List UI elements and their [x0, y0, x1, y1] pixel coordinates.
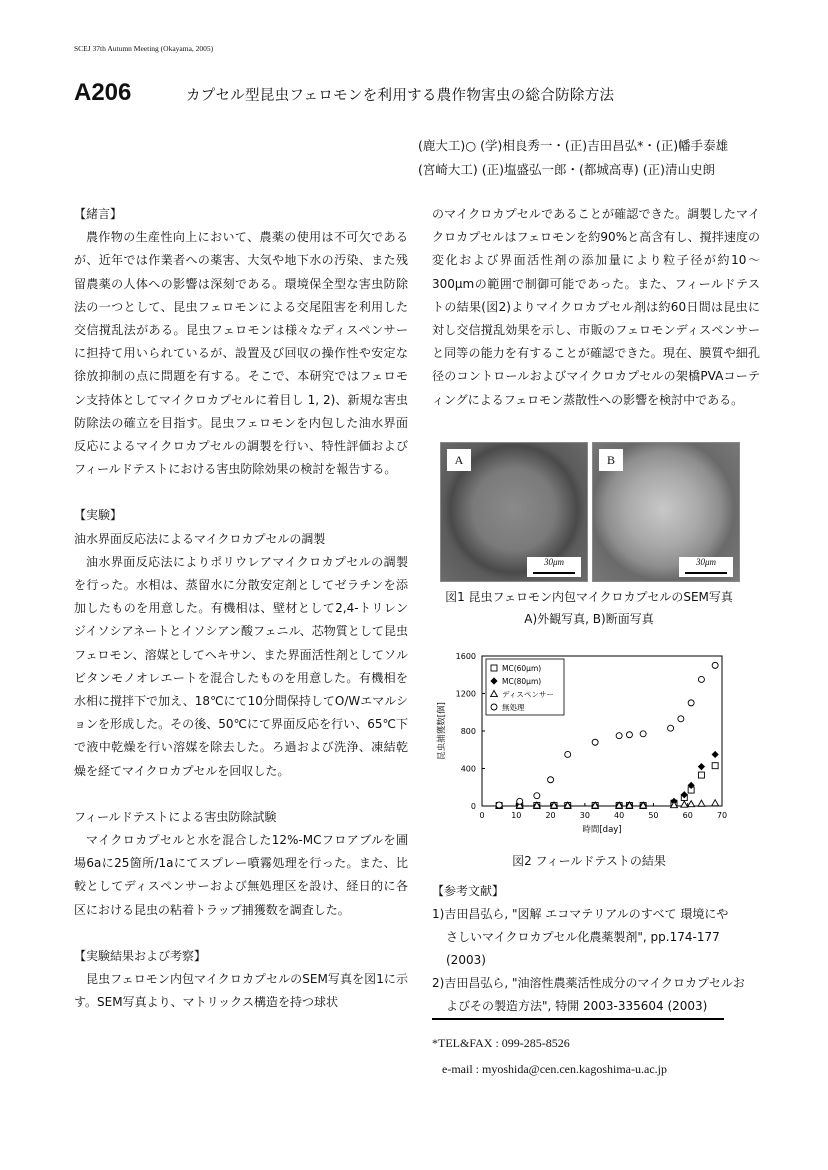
data-point-series-4: [548, 777, 554, 783]
results-heading: 【実験結果および考察】: [74, 948, 207, 963]
data-point-series-4: [688, 700, 694, 706]
y-tick-label: 0: [470, 802, 476, 811]
legend-label-3: ディスペンサー: [502, 690, 554, 699]
x-tick-label: 20: [545, 811, 556, 820]
author-line-2: (宮崎大工) (正)塩盛弘一郎・(都城高専) (正)清山史朗: [418, 162, 715, 177]
paper-code: A206: [74, 79, 132, 106]
data-point-series-4: [592, 739, 598, 745]
y-tick-label: 1600: [455, 652, 476, 661]
field-test-chart: [430, 648, 740, 846]
data-point-series-3: [688, 801, 695, 807]
x-tick-label: 10: [511, 811, 522, 820]
legend-label-4: 無処理: [502, 703, 525, 712]
contact-email: e-mail : myoshida@cen.cen.kagoshima-u.ac.jp: [442, 1062, 667, 1076]
scale-label-a: 30μm: [543, 557, 565, 567]
references: [432, 880, 762, 1018]
y-tick-label: 800: [460, 727, 476, 736]
data-point-series-4: [517, 798, 523, 804]
data-point-series-4: [712, 662, 718, 668]
contact-tel: *TEL&FAX : 099-285-8526: [432, 1036, 570, 1050]
experiment-body-1: 油水界面反応法によりポリウレアマイクロカプセルの調製を行った。水相は、蒸留水に分散安定剤としてゼラチンを添加したものを用意した。有機相は、壁材として2,4-トリレンジイソシアネートとイソシアン酸フェニル、芯物質として昆虫フェロモン、溶媒としてヘキサン、また界面活性剤としてソルビタンモノオレエートを混合したものを用意した。有機相を水相に撹拌下で加え、18℃にて10分間保持してO/Wエマルションを形成した。その後、50℃にて界面反応を行い、65℃下で液中乾燥を行い溶媒を除去した。ろ過および洗浄、凍結乾燥を経てマイクロカプセルを回収した。: [74, 554, 408, 778]
x-tick-label: 70: [716, 811, 728, 820]
data-point-series-1: [698, 772, 704, 778]
right-column: [432, 203, 760, 412]
y-tick-label: 1200: [455, 689, 476, 699]
results-body-right: のマイクロカプセルであることが確認できた。調製したマイクロカプセルはフェロモンを約90%と高含有し、撹拌速度の変化および界面活性剤の添加量により粒子径が約10〜300μmの範囲で制御可能であった。また、フィールドテストの結果(図2)よりマイクロカプセル剤は約60日間は昆虫に対し交信撹乱効果を示し、市販のフェロモンディスペンサーと同等の能力を有することが確認できた。現在、膜質や細孔径のコントロールおよびマイクロカプセルの架橋PVAコーティングによるフェロモン蒸散性への影響を検討中である。: [432, 207, 760, 407]
x-tick-label: 60: [682, 811, 693, 820]
ref1-line1: 1)吉田昌弘ら, "図解 エコマテリアルのすべて 環境にや: [432, 907, 729, 921]
paper-title: カプセル型昆虫フェロモンを利用する農作物害虫の総合防除方法: [186, 88, 615, 104]
results-body-left: 昆虫フェロモン内包マイクロカプセルのSEM写真を図1に示す。SEM写真より、マトリックス構造を持つ球状: [74, 972, 408, 1010]
left-column: [74, 203, 408, 1015]
data-point-series-4: [640, 731, 646, 737]
experiment-subheading-2: フィールドテストによる害虫防除試験: [74, 809, 277, 824]
data-point-series-4: [678, 716, 684, 722]
figure2-caption: 図2 フィールドテストの結果: [512, 854, 666, 868]
photo-label-b: B: [599, 449, 623, 471]
ref1-line2: さしいマイクロカプセル化農薬製剤", pp.174-177 (2003): [446, 930, 720, 967]
experiment-subheading-1: 油水界面反応法によるマイクロカプセルの調製: [74, 531, 326, 546]
author-block: [418, 134, 728, 182]
data-point-series-4: [626, 732, 632, 738]
intro-heading: 【緒言】: [74, 207, 123, 221]
sem-photo-cross-section: [592, 442, 740, 582]
data-point-series-2: [712, 751, 719, 758]
data-point-series-1: [712, 763, 718, 769]
data-point-series-4: [496, 802, 502, 808]
intro-body: 農作物の生産性向上において、農薬の使用は不可欠であるが、近年では作業者への薬害、大気や地下水の汚染、また残留農薬の人体への影響は深刻である。環境保全型な害虫防除法の一つとして、昆虫フェロモンによる交尾阻害を利用した交信撹乱法がある。昆虫フェロモンは様々なディスペンサーに担持て用いられているが、設置及び回収の操作性や安定な徐放抑制の点に問題を有する。そこで、本研究ではフェロモン支持体としてマイクロカプセルに着目し 1, 2)、新規な害虫防除法の確立を目指す。昆虫フェロモンを内包した油水界面反応によるマイクロカプセルの調製を行い、特性評価およびフィールドテストにおける害虫防除効果の検討を報告する。: [74, 230, 408, 477]
sem-photo-exterior: [440, 442, 588, 582]
x-tick-label: 40: [614, 811, 625, 820]
conference-line: SCEJ 37th Autumn Meeting (Okayama, 2005): [74, 44, 214, 53]
data-point-series-3: [712, 800, 719, 806]
data-point-series-4: [668, 725, 674, 731]
data-point-series-4: [534, 793, 540, 799]
data-point-series-4: [698, 676, 704, 682]
x-tick-label: 30: [579, 811, 590, 820]
data-point-series-4: [616, 733, 622, 739]
legend-marker-1: [491, 665, 497, 671]
experiment-body-2: マイクロカプセルと水を混合した12%-MCフロアブルを圃場6aに25箇所/1aにてスプレー噴霧処理を行った。また、比較としてディスペンサーおよび無処理区を設け、経日的に各区における昆虫の粘着トラップ捕獲数を調査した。: [74, 833, 408, 917]
author-line-1: (鹿大工)○ (学)相良秀一・(正)吉田昌弘*・(正)幡手泰雄: [418, 138, 729, 153]
references-heading: 【参考文献】: [432, 884, 505, 898]
scale-bar-a: [527, 557, 581, 577]
contact-divider: [432, 1018, 724, 1020]
figure1-caption-line1: 図1 昆虫フェロモン内包マイクロカプセルのSEM写真: [445, 590, 733, 604]
y-tick-label: 400: [460, 764, 476, 774]
x-axis-label: 時間[day]: [582, 825, 622, 835]
x-tick-label: 0: [479, 811, 485, 820]
figure1-caption-line2: A)外観写真, B)断面写真: [524, 612, 654, 626]
experiment-heading: 【実験】: [74, 508, 123, 523]
contact-block: [432, 1030, 667, 1082]
x-tick-label: 50: [648, 811, 659, 820]
legend-marker-4: [491, 704, 497, 710]
legend-label-1: MC(60μm): [502, 664, 542, 673]
y-axis-label: 昆虫捕獲数[個]: [437, 702, 447, 760]
photo-label-a: A: [447, 449, 471, 471]
ref2-line2: よびその製造方法", 特開 2003-335604 (2003): [446, 999, 708, 1013]
data-point-series-3: [681, 801, 688, 807]
data-point-series-4: [565, 751, 571, 757]
scale-bar-b: [679, 557, 733, 577]
data-point-series-2: [698, 763, 705, 770]
ref2-line1: 2)吉田昌弘ら, "油溶性農薬活性成分のマイクロカプセルお: [432, 976, 745, 990]
legend-label-2: MC(80μm): [502, 677, 542, 686]
scale-label-b: 30μm: [695, 557, 717, 567]
data-point-series-3: [698, 800, 705, 806]
